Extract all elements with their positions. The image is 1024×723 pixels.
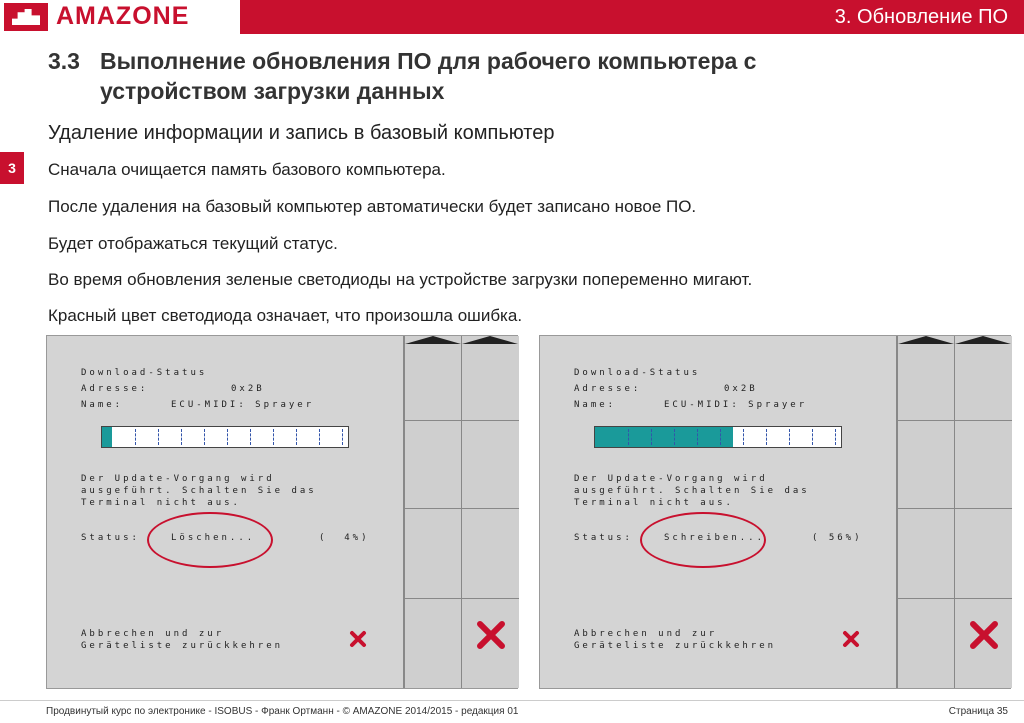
footer-divider bbox=[0, 700, 1024, 701]
progress-tick bbox=[204, 429, 205, 445]
progress-tick bbox=[766, 429, 767, 445]
progress-tick bbox=[720, 429, 721, 445]
section-title: 3. Обновление ПО bbox=[834, 6, 1008, 28]
screen-content bbox=[47, 336, 403, 688]
softkey-divider bbox=[898, 508, 1012, 509]
progress-tick bbox=[697, 429, 698, 445]
logo-emblem-icon bbox=[4, 3, 48, 31]
name-value: ECU-MIDI: Sprayer bbox=[664, 400, 808, 410]
heading-line2: устройством загрузки данных bbox=[100, 78, 445, 104]
progress-fill bbox=[102, 427, 112, 447]
progress-tick bbox=[227, 429, 228, 445]
progress-bar bbox=[101, 426, 349, 448]
status-value: Löschen... bbox=[171, 533, 256, 543]
scroll-up-arrow-icon[interactable] bbox=[405, 336, 461, 344]
download-status-title: Download-Status bbox=[574, 368, 701, 378]
logo bbox=[0, 0, 241, 34]
softkey-divider bbox=[898, 420, 1012, 421]
progress-tick bbox=[835, 429, 836, 445]
address-value: 0x2B bbox=[724, 384, 758, 394]
softkey-divider bbox=[461, 336, 462, 688]
progress-bar bbox=[594, 426, 842, 448]
progress-tick bbox=[181, 429, 182, 445]
progress-tick bbox=[273, 429, 274, 445]
paragraph: Во время обновления зеленые светодиоды на устройстве загрузки попеременно мигают. bbox=[48, 270, 753, 289]
softkey-divider bbox=[405, 420, 519, 421]
progress-tick bbox=[296, 429, 297, 445]
progress-tick bbox=[628, 429, 629, 445]
softkey-panel bbox=[896, 336, 1012, 688]
status-percent: ( 4%) bbox=[319, 533, 370, 543]
status-highlight-circle bbox=[640, 512, 766, 568]
progress-tick bbox=[342, 429, 343, 445]
progress-tick bbox=[158, 429, 159, 445]
close-icon bbox=[968, 619, 1000, 651]
cancel-icon bbox=[349, 630, 367, 648]
cancel-text-line2: Geräteliste zurückkehren bbox=[81, 641, 284, 651]
paragraph: После удаления на базовый компьютер автоматически будет записано новое ПО. bbox=[48, 197, 697, 216]
address-value: 0x2B bbox=[231, 384, 265, 394]
name-label: Name: bbox=[574, 400, 617, 410]
update-message-line3: Terminal nicht aus. bbox=[574, 498, 734, 508]
scroll-up-arrow-icon[interactable] bbox=[898, 336, 954, 344]
logo-text: AMAZONE bbox=[56, 2, 190, 30]
update-message-line1: Der Update-Vorgang wird bbox=[574, 474, 768, 484]
update-message-line2: ausgeführt. Schalten Sie das bbox=[81, 486, 317, 496]
close-icon bbox=[475, 619, 507, 651]
subtitle: Удаление информации и запись в базовый компьютер bbox=[48, 122, 555, 144]
page-number: Страница 35 bbox=[948, 706, 1008, 717]
progress-tick bbox=[651, 429, 652, 445]
heading-number: 3.3 bbox=[48, 48, 80, 74]
cancel-icon bbox=[842, 630, 860, 648]
chapter-tab: 3 bbox=[0, 152, 24, 184]
screen-content bbox=[540, 336, 896, 688]
progress-tick bbox=[812, 429, 813, 445]
progress-fill bbox=[595, 427, 733, 447]
paragraph: Будет отображаться текущий статус. bbox=[48, 234, 338, 253]
status-label: Status: bbox=[81, 533, 140, 543]
progress-tick bbox=[250, 429, 251, 445]
cancel-text-line2: Geräteliste zurückkehren bbox=[574, 641, 777, 651]
address-label: Adresse: bbox=[81, 384, 149, 394]
heading-line1: Выполнение обновления ПО для рабочего компьютера с bbox=[100, 48, 757, 74]
cancel-text-line1: Abbrechen und zur bbox=[574, 629, 718, 639]
progress-tick bbox=[789, 429, 790, 445]
paragraph: Сначала очищается память базового компьютера. bbox=[48, 160, 446, 179]
status-highlight-circle bbox=[147, 512, 273, 568]
progress-tick bbox=[319, 429, 320, 445]
status-value: Schreiben... bbox=[664, 533, 766, 543]
softkey-panel bbox=[403, 336, 519, 688]
status-percent: ( 56%) bbox=[812, 533, 863, 543]
softkey-divider bbox=[954, 336, 955, 688]
terminal-screen-deleting bbox=[46, 335, 518, 689]
status-label: Status: bbox=[574, 533, 633, 543]
download-status-title: Download-Status bbox=[81, 368, 208, 378]
softkey-divider bbox=[405, 508, 519, 509]
page-title bbox=[48, 46, 756, 106]
progress-tick bbox=[743, 429, 744, 445]
terminal-screen-writing bbox=[539, 335, 1011, 689]
cancel-softkey-button[interactable] bbox=[956, 599, 1012, 687]
update-message-line3: Terminal nicht aus. bbox=[81, 498, 241, 508]
progress-tick bbox=[135, 429, 136, 445]
address-label: Adresse: bbox=[574, 384, 642, 394]
scroll-up-arrow-icon[interactable] bbox=[955, 336, 1011, 344]
paragraph: Красный цвет светодиода означает, что произошла ошибка. bbox=[48, 306, 523, 325]
update-message-line2: ausgeführt. Schalten Sie das bbox=[574, 486, 810, 496]
name-value: ECU-MIDI: Sprayer bbox=[171, 400, 315, 410]
cancel-softkey-button[interactable] bbox=[463, 599, 519, 687]
cancel-text-line1: Abbrechen und zur bbox=[81, 629, 225, 639]
footer-text: Продвинутый курс по электронике - ISOBUS - Франк Ортманн - © AMAZONE 2014/2015 - редакция 01 bbox=[46, 706, 519, 717]
update-message-line1: Der Update-Vorgang wird bbox=[81, 474, 275, 484]
progress-tick bbox=[674, 429, 675, 445]
name-label: Name: bbox=[81, 400, 124, 410]
scroll-up-arrow-icon[interactable] bbox=[462, 336, 518, 344]
